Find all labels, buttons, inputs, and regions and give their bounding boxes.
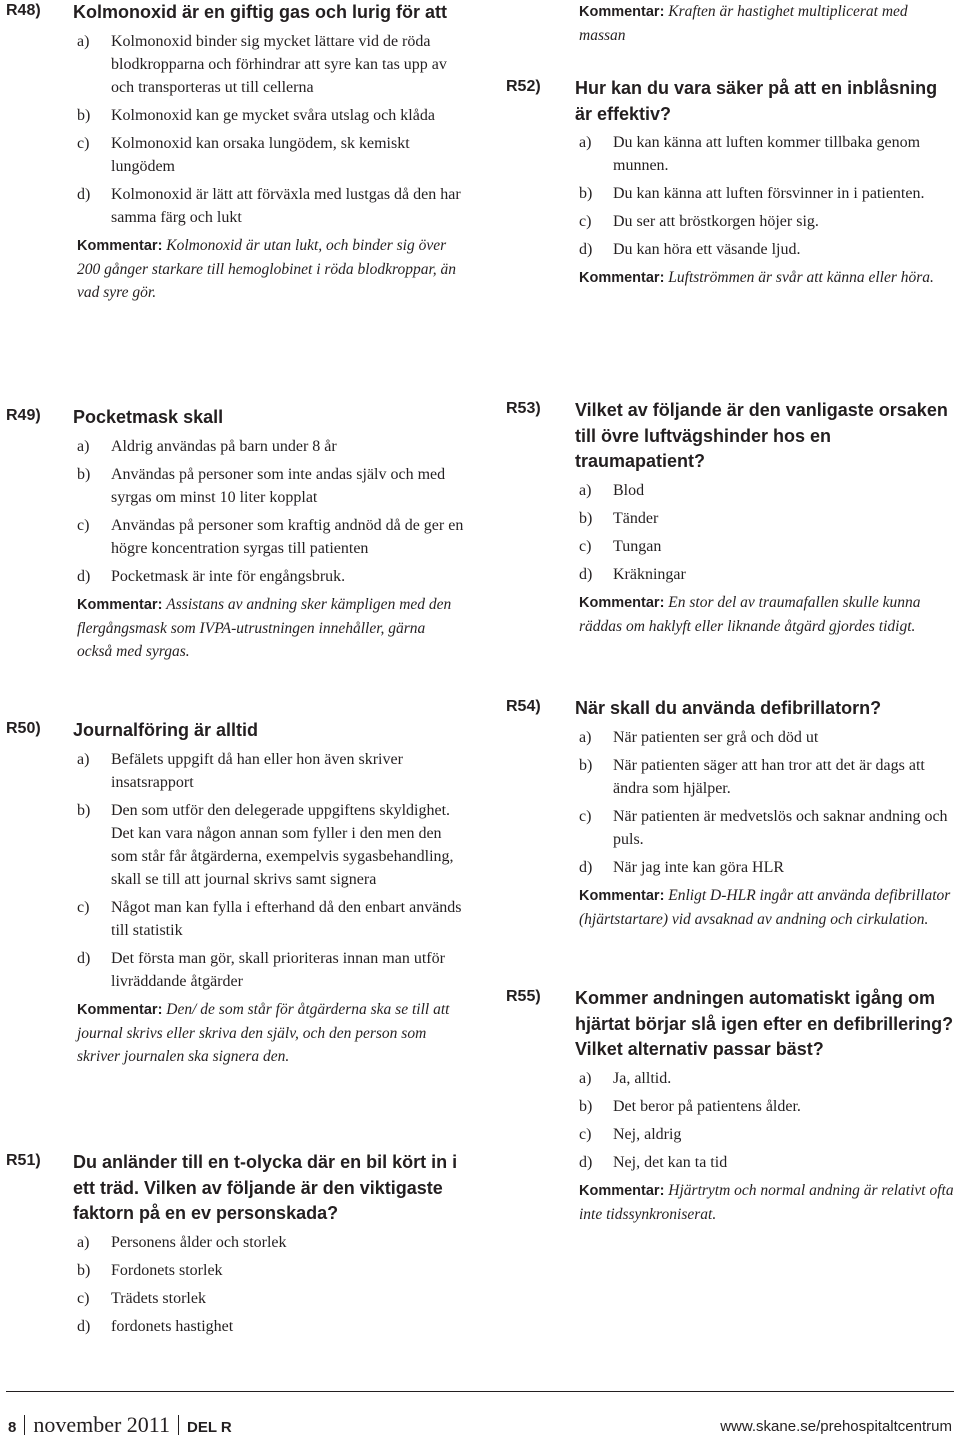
page-number: 8 — [8, 1419, 17, 1436]
question-title: När skall du använda defibrillatorn? — [575, 698, 882, 718]
option-text: Kolmonoxid kan orsaka lungödem, sk kemiskt lungödem — [111, 134, 410, 175]
comment-text: Kraften är hastighet multiplicerat med massan — [579, 3, 908, 44]
option-letter: a) — [579, 1069, 592, 1087]
options-list — [575, 1067, 958, 1174]
option-c — [73, 514, 464, 560]
comment-text: Hjärtrytm och normal andning är relativt ofta inte tidssynkroniserat. — [579, 1181, 954, 1223]
question-number: R51) — [6, 1152, 41, 1169]
option-letter: c) — [77, 516, 90, 534]
option-letter: a) — [77, 1233, 90, 1251]
option-text: När patienten är medvetslös och saknar andning och puls. — [613, 807, 948, 848]
option-a — [575, 726, 958, 749]
question-body — [575, 986, 958, 1226]
options-list — [73, 30, 464, 229]
option-text: Aldrig användas på barn under 8 år — [111, 437, 337, 455]
option-text: Pocketmask är inte för engångsbruk. — [111, 567, 346, 585]
question-body — [73, 718, 464, 1068]
option-b — [575, 182, 958, 205]
comment — [73, 998, 464, 1068]
option-a — [575, 131, 958, 177]
option-text: Det första man gör, skall prioriteras innan man utför livräddande åtgärder — [111, 949, 445, 990]
comment-text: En stor del av traumafallen skulle kunna räddas om haklyft eller liknande åtgärd gjordes tidigt. — [579, 593, 921, 635]
option-text: Kolmonoxid är lätt att förväxla med lustgas då den har samma färg och lukt — [111, 185, 461, 226]
question-title: Journalföring är alltid — [73, 720, 259, 740]
option-letter: b) — [579, 185, 593, 202]
comment — [575, 266, 958, 290]
option-d — [73, 183, 464, 229]
question-title: Du anländer till en t-olycka där en bil kört in i ett träd. Vilken av följande är den viktigaste faktorn på en ev personskada? — [73, 1152, 458, 1223]
option-text: När patienten ser grå och död ut — [613, 728, 819, 746]
option-text: Du kan känna att luften försvinner in i patienten. — [613, 185, 925, 202]
option-letter: a) — [579, 481, 592, 499]
option-text: Tungan — [613, 537, 662, 555]
page-footer — [8, 1412, 952, 1442]
question-body — [575, 696, 958, 931]
option-letter: a) — [579, 728, 592, 746]
option-a — [73, 748, 464, 794]
option-a — [73, 1231, 464, 1254]
option-letter: b) — [579, 1097, 593, 1115]
question-body — [575, 398, 958, 638]
option-a — [73, 435, 464, 458]
question-title: Kolmonoxid är en giftig gas och lurig för att — [73, 2, 448, 22]
question-title: Vilket av följande är den vanligaste orsaken till övre luftvägshinder hos en traumapatient? — [575, 400, 948, 471]
option-b — [575, 507, 958, 530]
option-d — [575, 1151, 958, 1174]
option-text: Kolmonoxid kan ge mycket svåra utslag och klåda — [111, 106, 435, 124]
option-d — [575, 856, 958, 879]
option-letter: d) — [579, 565, 593, 583]
question-number: R49) — [6, 407, 41, 424]
question-body — [575, 0, 958, 47]
question-body — [73, 0, 464, 304]
comment-label: Kommentar: — [77, 1001, 163, 1018]
question-title: Hur kan du vara säker på att en inblåsning är effektiv? — [575, 78, 938, 124]
option-text: Den som utför den delegerade uppgiftens skyldighet. Det kan vara någon annan som fyller i den men den som står får åtgärderna, exempelvis sygasbehandling, skall se till att journal skrivs samt signera — [111, 801, 454, 888]
option-c — [575, 210, 958, 233]
option-b — [73, 463, 464, 509]
footer-separator — [24, 1415, 25, 1435]
options-list — [575, 479, 958, 586]
option-text: Tänder — [613, 509, 659, 527]
footer-url[interactable]: www.skane.se/prehospitaltcentrum — [720, 1418, 952, 1435]
option-letter: d) — [77, 185, 91, 203]
option-c — [575, 1123, 958, 1146]
option-text: Du kan känna att luften kommer tillbaka genom munnen. — [613, 134, 921, 174]
option-text: Kräkningar — [613, 565, 686, 583]
option-letter: b) — [579, 509, 593, 527]
option-c — [575, 805, 958, 851]
comment — [575, 1179, 958, 1226]
comment-text: Assistans av andning sker kämpligen med den flergångsmask som IVPA-utrustningen innehåller, gärna också med syrgas. — [77, 595, 452, 660]
question-number: R48) — [6, 2, 41, 19]
option-letter: d) — [579, 1153, 593, 1171]
comment-text: Kolmonoxid är utan lukt, och binder sig över 200 gånger starkare till hemoglobinet i röda blodkroppar, än vad syre gör. — [77, 236, 457, 301]
option-text: Personens ålder och storlek — [111, 1233, 287, 1251]
option-letter: d) — [579, 241, 593, 258]
option-text: Nej, det kan ta tid — [613, 1153, 728, 1171]
question-number: R52) — [506, 78, 541, 95]
option-text: Användas på personer som inte andas själv och med syrgas om minst 10 liter kopplat — [111, 465, 446, 506]
comment-label: Kommentar: — [579, 1182, 665, 1199]
option-letter: b) — [77, 465, 91, 483]
option-letter: c) — [77, 898, 90, 916]
option-letter: c) — [77, 134, 90, 152]
option-d — [73, 947, 464, 993]
question-title: Pocketmask skall — [73, 407, 224, 427]
option-c — [73, 896, 464, 942]
option-text: Nej, aldrig — [613, 1125, 682, 1143]
option-text: Kolmonoxid binder sig mycket lättare vid de röda blodkropparna och förhindrar att syre kan tas upp av och transporteras ut till cellerna — [111, 32, 447, 96]
footer-divider — [6, 1391, 954, 1392]
comment — [73, 593, 464, 663]
footer-date: november 2011 — [33, 1412, 170, 1437]
comment-label: Kommentar: — [77, 596, 163, 613]
comment — [73, 234, 464, 304]
options-list — [575, 131, 958, 261]
comment-text: Den/ de som står för åtgärderna ska se till att journal skrivs eller skriva den själv, och den person som skriver journalen ska signera den. — [77, 1000, 450, 1065]
options-list — [73, 748, 464, 993]
option-c — [73, 132, 464, 178]
option-c — [73, 1287, 464, 1310]
option-letter: c) — [579, 213, 592, 230]
options-list — [575, 726, 958, 879]
question-number: R55) — [506, 988, 541, 1005]
option-a — [575, 479, 958, 502]
option-d — [73, 1315, 464, 1338]
option-letter: d) — [579, 858, 593, 876]
comment-label: Kommentar: — [579, 594, 665, 611]
options-list — [73, 435, 464, 588]
option-letter: c) — [579, 807, 592, 825]
comment-label: Kommentar: — [77, 237, 163, 254]
option-text: När jag inte kan göra HLR — [613, 858, 785, 876]
option-text: Användas på personer som kraftig andnöd då de ger en högre koncentration syrgas till patienten — [111, 516, 464, 557]
option-letter: b) — [77, 106, 91, 124]
option-b — [575, 1095, 958, 1118]
option-text: Befälets uppgift då han eller hon även skriver insatsrapport — [111, 750, 403, 791]
option-b — [73, 1259, 464, 1282]
comment — [575, 884, 958, 931]
option-text: Det beror på patientens ålder. — [613, 1097, 801, 1115]
comment — [575, 591, 958, 638]
comment-text: Luftströmmen är svår att känna eller höra. — [668, 269, 934, 286]
footer-section: DEL R — [187, 1419, 232, 1436]
footer-separator — [178, 1415, 179, 1435]
option-d — [575, 238, 958, 261]
question-body — [73, 1150, 464, 1343]
option-a — [73, 30, 464, 99]
comment-label: Kommentar: — [579, 4, 665, 20]
option-text: Fordonets storlek — [111, 1261, 223, 1279]
option-d — [73, 565, 464, 588]
comment-label: Kommentar: — [579, 887, 665, 904]
question-number: R53) — [506, 400, 541, 417]
option-text: Du ser att bröstkorgen höjer sig. — [613, 213, 819, 230]
option-d — [575, 563, 958, 586]
option-text: Du kan höra ett väsande ljud. — [613, 241, 801, 258]
footer-left — [8, 1412, 232, 1438]
option-letter: c) — [579, 1125, 592, 1143]
comment-text: Enligt D-HLR ingår att använda defibrillator (hjärtstartare) vid avsaknad av andning och cirkulation. — [579, 886, 951, 928]
option-letter: a) — [579, 134, 592, 151]
option-text: Trädets storlek — [111, 1289, 206, 1307]
option-letter: a) — [77, 437, 90, 455]
question-title: Kommer andningen automatiskt igång om hjärtat börjar slå igen efter en defibrillering? Vilket alternativ passar bäst? — [575, 988, 954, 1059]
option-text: Blod — [613, 481, 645, 499]
option-letter: b) — [77, 1261, 91, 1279]
option-letter: d) — [77, 567, 91, 585]
comment — [575, 0, 958, 47]
option-c — [575, 535, 958, 558]
question-number: R50) — [6, 720, 41, 737]
option-letter: b) — [579, 756, 593, 774]
options-list — [73, 1231, 464, 1338]
option-letter: c) — [77, 1289, 90, 1307]
option-text: Något man kan fylla i efterhand då den enbart används till statistik — [111, 898, 462, 939]
option-a — [575, 1067, 958, 1090]
option-b — [73, 104, 464, 127]
option-text: fordonets hastighet — [111, 1317, 234, 1335]
question-number: R54) — [506, 698, 541, 715]
option-letter: b) — [77, 801, 91, 819]
option-b — [73, 799, 464, 891]
option-text: Ja, alltid. — [613, 1069, 672, 1087]
option-b — [575, 754, 958, 800]
option-letter: a) — [77, 750, 90, 768]
option-letter: d) — [77, 1317, 91, 1335]
option-letter: d) — [77, 949, 91, 967]
question-body — [575, 76, 958, 290]
option-text: När patienten säger att han tror att det är dags att ändra som hjälper. — [613, 756, 925, 797]
comment-label: Kommentar: — [579, 270, 665, 286]
question-body — [73, 405, 464, 663]
option-letter: c) — [579, 537, 592, 555]
option-letter: a) — [77, 32, 90, 50]
